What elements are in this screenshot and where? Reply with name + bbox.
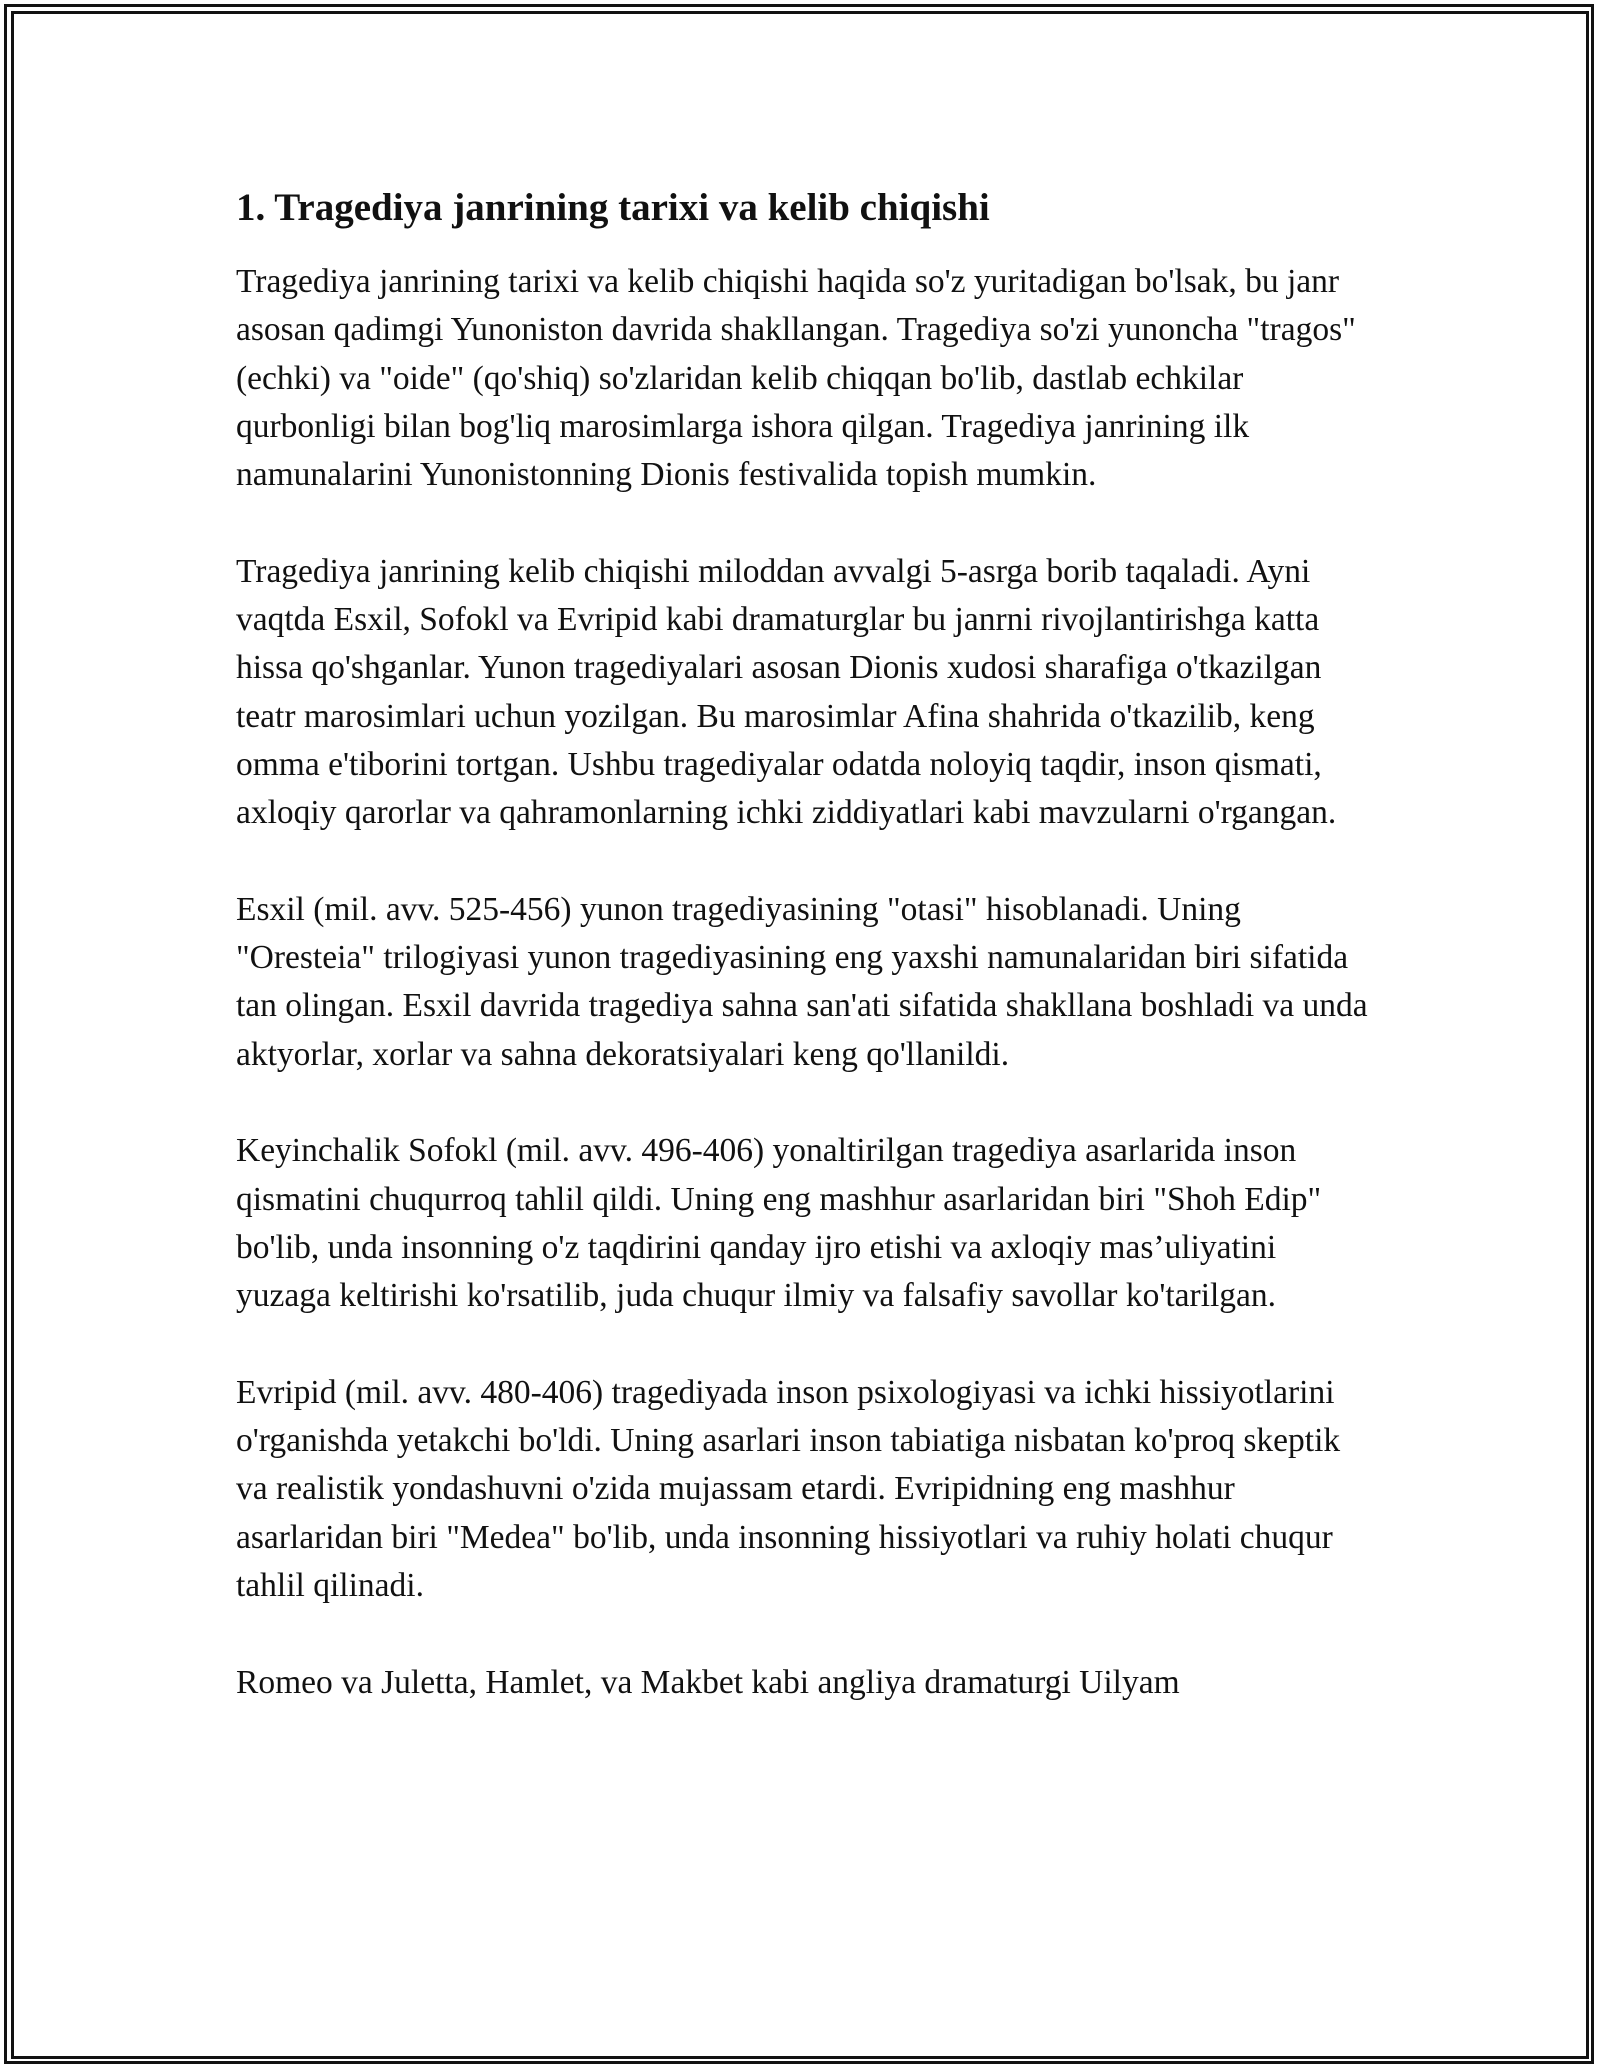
paragraph-sophocles: Keyinchalik Sofokl (mil. avv. 496-406) yonaltirilgan tragediya asarlarida inson qismatini chuqurroq tahlil qildi. Uning eng mashhur asarlaridan biri "Shoh Edip" bo'lib, unda insonning o'z taqdirini qanday ijro etishi va axloqiy mas’uliyatini yuzaga keltirishi ko'rsatilib, juda chuqur ilmiy va falsafiy savollar ko'tarilgan. <box>236 1132 1322 1315</box>
paragraph-aeschylus: Esxil (mil. avv. 525-456) yunon tragediyasining "otasi" hisoblanadi. Uning "Oresteia" trilogiyasi yunon tragediyasining eng yaxshi namunalaridan biri sifatida tan olingan. Esxil davrida tragediya sahna san'ati sifatida shakllana boshladi va unda aktyorlar, xorlar va sahna dekoratsiyalari keng qo'llanildi. <box>236 890 1368 1073</box>
paragraph-origin: Tragediya janrining tarixi va kelib chiqishi haqida so'z yuritadigan bo'lsak, bu janr asosan qadimgi Yunoniston davrida shakllangan. Tragediya so'zi yunoncha "tragos" (echki) va "oide" (qo'shiq) so'zlaridan kelib chiqqan bo'lib, dastlab echkilar qurbonligi bilan bog'liq marosimlarga ishora qilgan. Tragediya janrining ilk namunalarini Yunonistonning Dionis festivalida topish mumkin. <box>236 263 1356 494</box>
section-heading: 1. Tragediya janrining tarixi va kelib chiqishi <box>236 186 990 229</box>
paragraph-euripides: Evripid (mil. avv. 480-406) tragediyada inson psixologiyasi va ichki hissiyotlarini o'rganishda yetakchi bo'ldi. Uning asarlari inson tabiatiga nisbatan ko'proq skeptik va realistik yondashuvni o'zida mujassam etardi. Evripidning eng mashhur asarlaridan biri "Medea" bo'lib, unda insonning hissiyotlari va ruhiy holati chuqur tahlil qilinadi. <box>236 1373 1341 1605</box>
paragraph-fifth-century: Tragediya janrining kelib chiqishi miloddan avvalgi 5-asrga borib taqaladi. Ayni vaqtda Esxil, Sofokl va Evripid kabi dramaturglar bu janrni rivojlantirishga katta hissa qo'shganlar. Yunon tragediyalari asosan Dionis xudosi sharafiga o'tkazilgan teatr marosimlari uchun yozilgan. Bu marosimlar Afina shahrida o'tkazilib, keng omma e'tiborini tortgan. Ushbu tragediyalar odatda noloyiq taqdir, inson qismati, axloqiy qarorlar va qahramonlarning ichki ziddiyatlari kabi mavzularni o'rgangan. <box>236 552 1337 832</box>
paragraph-shakespeare: Romeo va Juletta, Hamlet, va Makbet kabi angliya dramaturgi Uilyam <box>236 1663 1180 1701</box>
document-body <box>236 184 1376 1707</box>
